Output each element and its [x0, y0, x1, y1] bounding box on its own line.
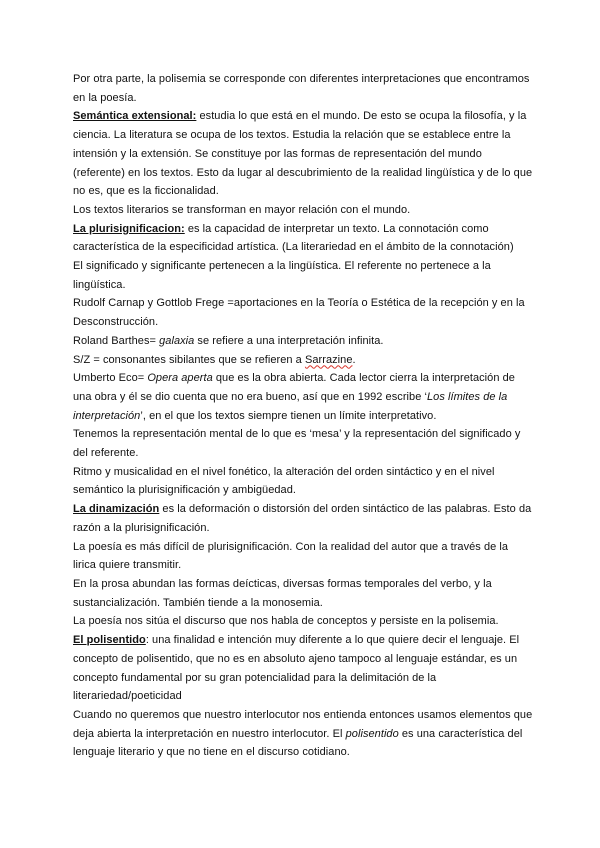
polisentido-text: : una finalidad e intención muy diferente a lo que quiere decir el lenguaje. El concepto de polisentido, que no es en absoluto ajeno tampoco al lenguaje estándar, es un concepto fundamental por su gran potencialidad para la delimitación de la literariedad/poeticidad — [73, 634, 520, 703]
paragraph-mesa: Tenemos la representación mental de lo que es ‘mesa’ y la representación del significado y del referente. — [73, 428, 521, 460]
barthes-before: Roland Barthes= — [73, 334, 160, 347]
interlocutor-after: es una característica del lenguaje literario y que no tiene en el discurso cotidiano. — [73, 727, 523, 759]
heading-dinamizacion: La dinamización — [73, 503, 160, 516]
eco-limites: Los límites de la interpretación — [73, 390, 508, 422]
sz-after: . — [352, 353, 356, 366]
heading-semantica-extensional: Semántica extensional: — [73, 110, 197, 123]
sz-before: S/Z = consonantes sibilantes que se refieren a — [73, 353, 305, 366]
heading-plurisignificacion: La plurisignificacion: — [73, 222, 185, 235]
paragraph-umberto-eco — [73, 369, 533, 425]
dinamizacion-text: es la deformación o distorsión del orden sintáctico de las palabras. Esto da razón a la plurisignificación. — [73, 503, 532, 534]
paragraph-significado: El significado y significante pertenecen a la lingüística. El referente no pertenece a la lingüística. — [73, 260, 491, 291]
spellcheck-flagged-word: Sarrazine — [304, 353, 353, 366]
paragraph-prosa: En la prosa abundan las formas deícticas, diversas formas temporales del verbo, y la sustancialización. También tiende a la monosemia. — [73, 577, 492, 609]
paragraph-dinamizacion — [73, 500, 533, 537]
heading-polisentido: El polisentido — [73, 634, 146, 647]
paragraph-interlocutor — [73, 706, 533, 762]
eco-opera-aperta: Opera aperta — [147, 372, 213, 385]
paragraph-poesia-discurso: La poesía nos sitúa el discurso que nos habla de conceptos y persiste en la polisemia. — [73, 615, 499, 628]
paragraph-polisemia: Por otra parte, la polisemia se corresponde con diferentes interpretaciones que encontramos en la poesía. — [73, 73, 530, 104]
paragraph-ritmo: Ritmo y musicalidad en el nivel fonético, la alteración del orden sintáctico y en el nivel semántico la plurisignificación y ambigüedad. — [73, 465, 495, 497]
eco-middle: que es la obra abierta. Cada lector cierra la interpretación de una obra y él se dio cuenta que no era bueno, así que en 1992 escribe ‘ — [73, 372, 515, 403]
eco-after: ’, en el que los textos siempre tienen un límite interpretativo. — [140, 409, 437, 422]
paragraph-plurisignificacion — [73, 220, 533, 257]
document-page — [73, 70, 533, 762]
interlocutor-before: Cuando no queremos que nuestro interlocutor nos entienda entonces usamos elementos que deja abierta la interpretación en nuestro interlocutor. El — [73, 708, 533, 740]
paragraph-sz — [73, 351, 533, 370]
semantica-extensional-text: estudia lo que está en el mundo. De esto se ocupa la filosofía, y la ciencia. La literatura se ocupa de los textos. Estudia la relación que se establece entre la intensión y la extensión. Se constituye por las formas de representación del mundo (referente) en los textos. Esto da lugar al descubrimiento de la realidad lingüística y de lo que no es, que es la ficcionalidad. — [73, 110, 533, 198]
paragraph-polisentido — [73, 631, 533, 706]
paragraph-carnap-frege: Rudolf Carnap y Gottlob Frege =aportaciones en la Teoría o Estética de la recepción y en la Desconstrucción. — [73, 297, 525, 329]
interlocutor-polisentido: polisentido — [345, 727, 399, 740]
plurisignificacion-text: es la capacidad de interpretar un texto. La connotación como característica de la especificidad artística. (La literariedad en el ámbito de la connotación) — [73, 222, 514, 254]
paragraph-barthes — [73, 332, 533, 351]
paragraph-textos-literarios: Los textos literarios se transforman en mayor relación con el mundo. — [73, 203, 411, 216]
eco-before: Umberto Eco= — [73, 372, 148, 385]
barthes-after: se refiere a una interpretación infinita. — [194, 334, 384, 347]
paragraph-poesia-dificil: La poesía es más difícil de plurisignificación. Con la realidad del autor que a través de la lirica quiere transmitir. — [73, 540, 509, 572]
paragraph-semantica-extensional — [73, 107, 533, 201]
barthes-galaxia: galaxia — [159, 334, 195, 347]
